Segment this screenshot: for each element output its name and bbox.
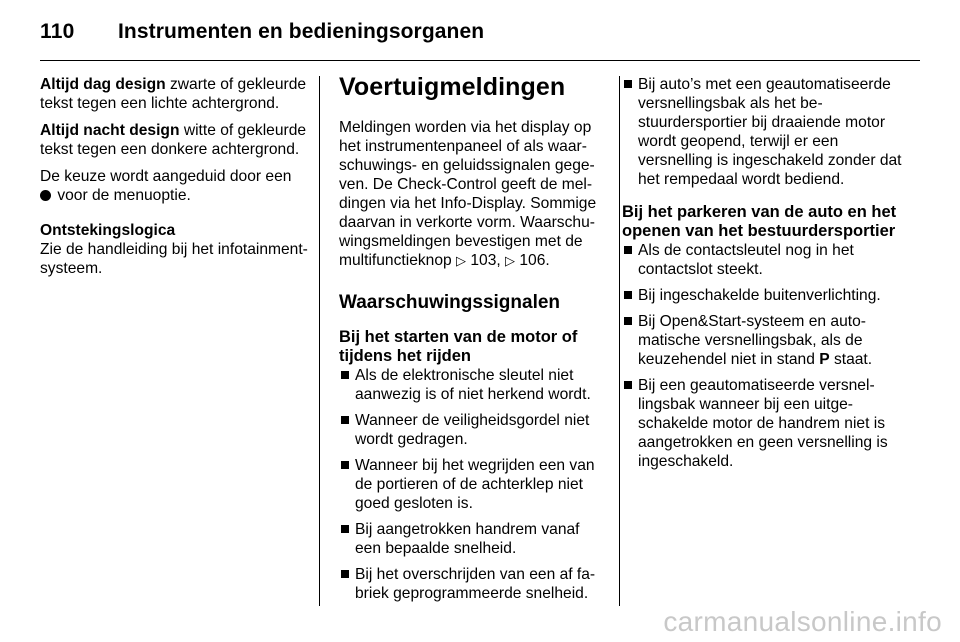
square-bullet-icon — [624, 80, 632, 88]
paragraph-choice — [40, 167, 310, 205]
page-title: Instrumenten en bedieningsorganen — [118, 20, 485, 43]
heading-warning-signals: Waarschuwingssignalen — [339, 292, 561, 313]
square-bullet-icon — [624, 381, 632, 389]
page-number: 110 — [40, 20, 75, 43]
watermark: carmanualsonline.info — [663, 606, 942, 637]
square-bullet-icon — [624, 291, 632, 299]
square-bullet-icon — [341, 461, 349, 469]
choice-text: De keuze wordt aangeduid door een — [40, 168, 292, 185]
page-header — [40, 14, 920, 61]
section-heading-ignition: Ontstekingslogica — [40, 222, 176, 239]
day-design-text: zwarte of gekleurde tekst tegen een lichte achtergrond. — [40, 76, 307, 112]
square-bullet-icon — [624, 246, 632, 254]
bullet-list-automatic — [622, 75, 907, 189]
list-item: Als de elektronische sleutel niet aanwezig is of niet herkend wordt. — [339, 366, 604, 404]
term-night-design: Altijd nacht design — [40, 122, 180, 139]
bullet-list-parking — [622, 241, 907, 471]
choice-tail: voor de menuoptie. — [53, 187, 191, 204]
list-item: Bij het overschrijden van een af fabriek geprogrammeerde snelheid. — [339, 565, 604, 603]
column-divider — [619, 76, 620, 606]
reference-2: 106. — [515, 252, 550, 269]
column-right — [622, 75, 907, 478]
term-day-design: Altijd dag design — [40, 76, 166, 93]
square-bullet-icon — [341, 525, 349, 533]
paragraph-night-design — [40, 121, 310, 159]
list-item: Wanneer bij het wegrijden een van de portieren of de achterklep niet goed gesloten is. — [339, 456, 604, 513]
square-bullet-icon — [341, 416, 349, 424]
list-item: Bij auto’s met een geautomatiseerde versnellingsbak als het bestuurdersportier bij draaiende motor wordt geopend, terwijl er een versnelling is ingeschakeld zonder dat het rempedaal wordt bediend. — [622, 75, 907, 189]
filled-dot-icon — [40, 190, 51, 201]
paragraph-day-design — [40, 75, 310, 113]
list-item: Bij ingeschakelde buitenverlichting. — [622, 286, 907, 305]
heading-starting-driving: Bij het starten van de motor of tijdens het rijden — [339, 328, 578, 365]
column-left — [40, 75, 310, 286]
intro-text: Meldingen worden via het display op het instrumentenpaneel of als waarschuwings- en geluidssignalen gegeven. De Check-Control geeft de meldingen via het Info-Display. Sommige daarvan in verkorte vorm. Waarschuwingsmeldingen bevestigen met de multifunctieknop — [339, 119, 597, 269]
night-design-text: witte of gekleurde tekst tegen een donkere achtergrond. — [40, 122, 307, 158]
square-bullet-icon — [341, 371, 349, 379]
page-reference-icon: ▷ — [456, 253, 467, 268]
list-item: Bij aangetrokken handrem vanaf een bepaalde snelheid. — [339, 520, 604, 558]
square-bullet-icon — [341, 570, 349, 578]
page-reference-icon: ▷ — [505, 253, 516, 268]
heading-parking: Bij het parkeren van de auto en het openen van het bestuurdersportier — [622, 203, 897, 240]
square-bullet-icon — [624, 317, 632, 325]
reference-1: 103, — [466, 252, 506, 269]
bullet-list-driving — [339, 366, 604, 603]
list-item: Wanneer de veiligheidsgordel niet wordt gedragen. — [339, 411, 604, 449]
heading-vehicle-messages: Voertuigmeldingen — [339, 73, 566, 101]
list-item: Bij een geautomatiseerde versnellingsbak wanneer bij een uitgeschakelde motor de handrem niet is aangetrokken en geen versnelling is ingeschakeld. — [622, 376, 907, 471]
list-item: Bij Open&Start-systeem en automatische versnellingsbak, als de keuzehendel niet in stand P staat. — [622, 312, 907, 369]
column-middle — [339, 72, 604, 610]
list-item: Als de contactsleutel nog in het contactslot steekt. — [622, 241, 907, 279]
paragraph-intro — [339, 118, 604, 270]
column-divider — [319, 76, 320, 606]
section-text-ignition: Zie de handleiding bij het infotainment-systeem. — [40, 241, 308, 277]
